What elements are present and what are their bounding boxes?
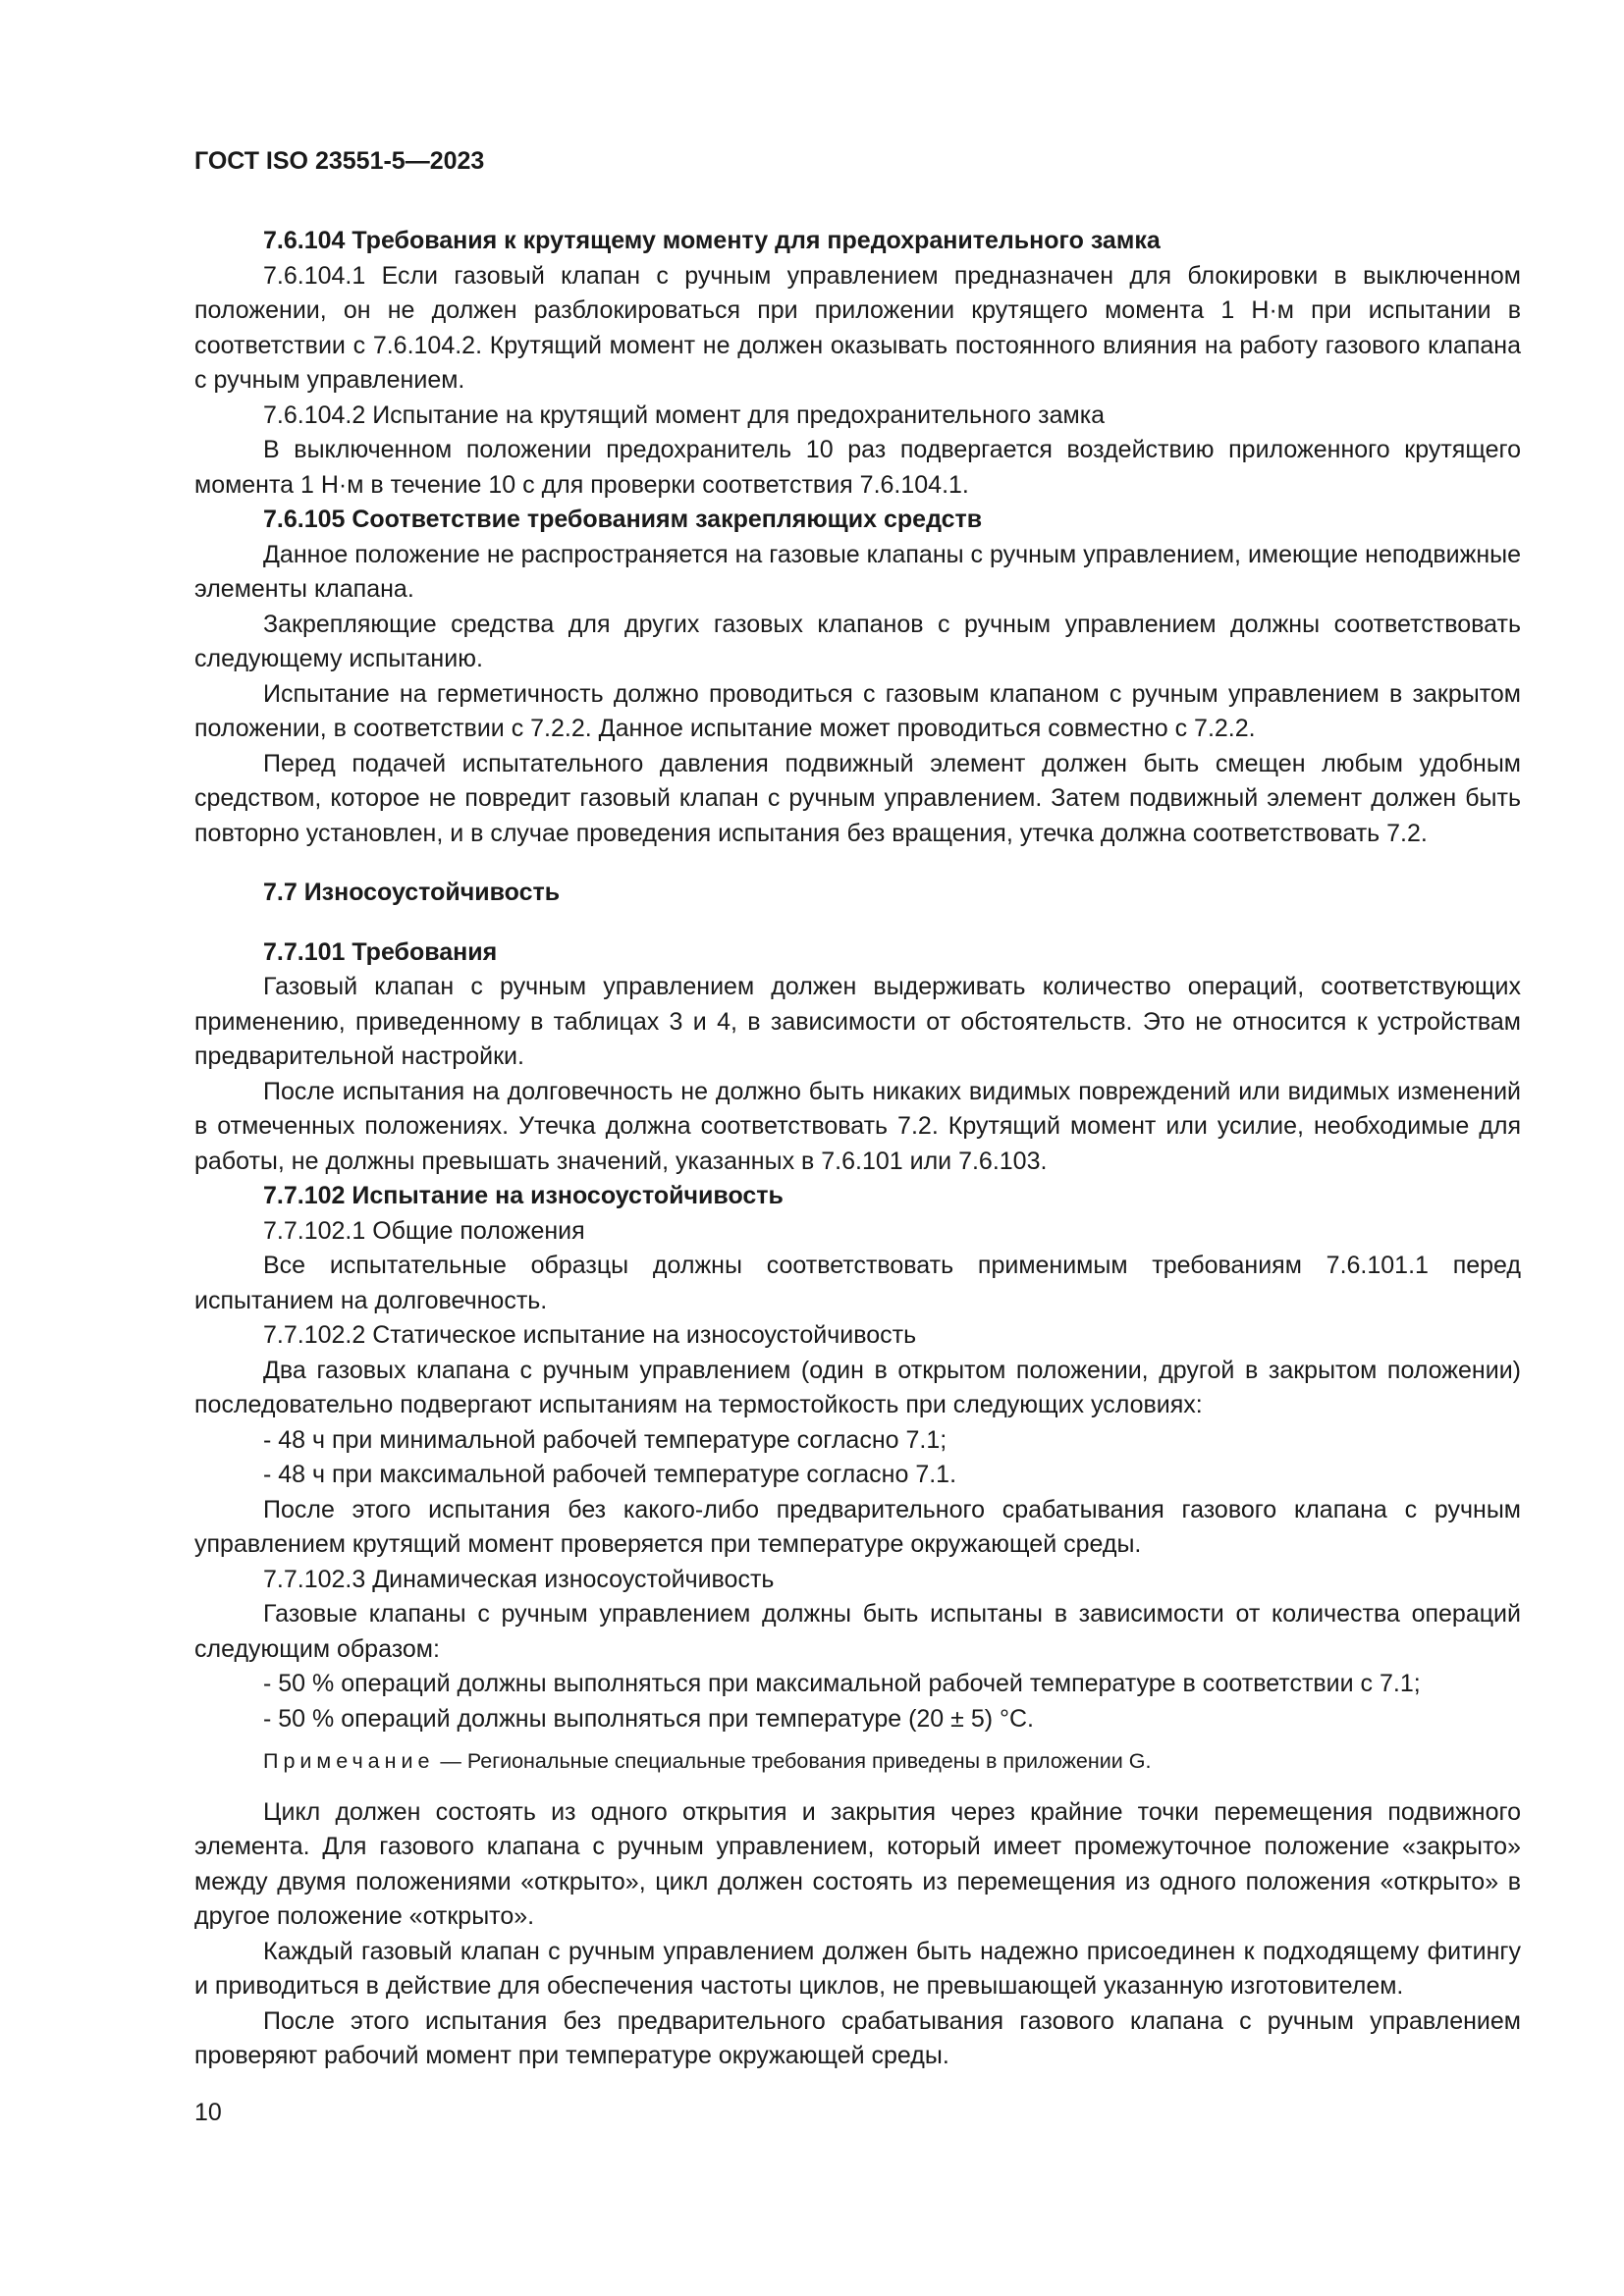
document-body xyxy=(194,224,1521,2074)
page-number: 10 xyxy=(194,2099,222,2126)
section-heading-7-7-102: 7.7.102 Испытание на износоустойчивость xyxy=(263,1182,784,1209)
paragraph: После испытания на долговечность не должно быть никаких видимых повреждений или видимых изменений в отмеченных положениях. Утечка должна соответствовать 7.2. Крутящий момент или усилие, необходимые для работы, не должны превышать значений, указанных в 7.6.101 или 7.6.103. xyxy=(194,1077,1521,1175)
subsection-title: 7.7.102.2 Статическое испытание на износоустойчивость xyxy=(263,1321,917,1349)
paragraph: 7.6.104.1 Если газовый клапан с ручным управлением предназначен для блокировки в выключенном положении, он не должен разблокироваться при приложении крутящего момента 1 Н·м при испытании в соответствии с 7.6.104.2. Крутящий момент не должен оказывать постоянного влияния на работу газового клапана с ручным управлением. xyxy=(194,261,1521,394)
note-text: — Региональные специальные требования приведены в приложении G. xyxy=(434,1749,1152,1773)
paragraph: Каждый газовый клапан с ручным управлением должен быть надежно присоединен к подходящему фитингу и приводиться в действие для обеспечения частоты циклов, не превышающей указанную изготовителем. xyxy=(194,1937,1521,2000)
paragraph: Цикл должен состоять из одного открытия и закрытия через крайние точки перемещения подвижного элемента. Для газового клапана с ручным управлением, который имеет промежуточное положение «закрыто» между двумя положениями «открыто», цикл должен состоять из перемещения из одного положения «открыто» в другое положение «открыто». xyxy=(194,1797,1521,1930)
paragraph: После этого испытания без какого-либо предварительного срабатывания газового клапана с ручным управлением крутящий момент проверяется при температуре окружающей среды. xyxy=(194,1495,1521,1558)
list-item: - 50 % операций должны выполняться при температуре (20 ± 5) °С. xyxy=(263,1704,1034,1733)
note xyxy=(194,1744,1521,1780)
paragraph: Газовые клапаны с ручным управлением должны быть испытаны в зависимости от количества операций следующим образом: xyxy=(194,1600,1521,1663)
section-heading-7-6-105: 7.6.105 Соответствие требованиям закрепляющих средств xyxy=(263,506,983,533)
subsection-title: 7.6.104.2 Испытание на крутящий момент для предохранительного замка xyxy=(263,400,1106,429)
paragraph: Данное положение не распространяется на газовые клапаны с ручным управлением, имеющие неподвижные элементы клапана. xyxy=(194,540,1521,603)
subsection-title: 7.7.102.1 Общие положения xyxy=(263,1216,585,1245)
paragraph: В выключенном положении предохранитель 10 раз подвергается воздействию приложенного крутящего момента 1 Н·м в течение 10 с для проверки соответствия 7.6.104.1. xyxy=(194,436,1521,499)
list-item: - 48 ч при максимальной рабочей температуре согласно 7.1. xyxy=(263,1461,957,1488)
paragraph: Испытание на герметичность должно проводиться с газовым клапаном с ручным управлением в закрытом положении, в соответствии с 7.2.2. Данное испытание может проводиться совместно с 7.2.2. xyxy=(194,679,1521,742)
paragraph: Закрепляющие средства для других газовых клапанов с ручным управлением должны соответствовать следующему испытанию. xyxy=(194,610,1521,672)
subsection-title: 7.7.102.3 Динамическая износоустойчивость xyxy=(263,1565,775,1593)
section-heading-7-7-101: 7.7.101 Требования xyxy=(263,937,498,966)
note-label: Примечание xyxy=(263,1749,435,1773)
paragraph: Газовый клапан с ручным управлением должен выдерживать количество операций, соответствующих применению, приведенному в таблицах 3 и 4, в зависимости от обстоятельств. Это не относится к устройствам предварительной настройки. xyxy=(194,973,1521,1070)
section-heading-7-7: 7.7 Износоустойчивость xyxy=(263,879,561,906)
section-heading-7-6-104: 7.6.104 Требования к крутящему моменту для предохранительного замка xyxy=(263,227,1161,254)
paragraph: Перед подачей испытательного давления подвижный элемент должен быть смещен любым удобным средством, которое не повредит газовый клапан с ручным управлением. Затем подвижный элемент должен быть повторно установлен, и в случае проведения испытания без вращения, утечка должна соответствовать 7.2. xyxy=(194,749,1521,847)
paragraph: Все испытательные образцы должны соответствовать применимым требованиям 7.6.101.1 перед испытанием на долговечность. xyxy=(194,1252,1521,1314)
document-header: ГОСТ ISO 23551-5—2023 xyxy=(194,147,485,175)
paragraph: После этого испытания без предварительного срабатывания газового клапана с ручным управлением проверяют рабочий момент при температуре окружающей среды. xyxy=(194,2006,1521,2069)
paragraph: Два газовых клапана с ручным управлением (один в открытом положении, другой в закрытом положении) последовательно подвергают испытаниям на термостойкость при следующих условиях: xyxy=(194,1356,1521,1418)
list-item: - 48 ч при минимальной рабочей температуре согласно 7.1; xyxy=(263,1425,947,1454)
list-item: - 50 % операций должны выполняться при максимальной рабочей температуре в соответствии с 7.1; xyxy=(263,1670,1421,1697)
